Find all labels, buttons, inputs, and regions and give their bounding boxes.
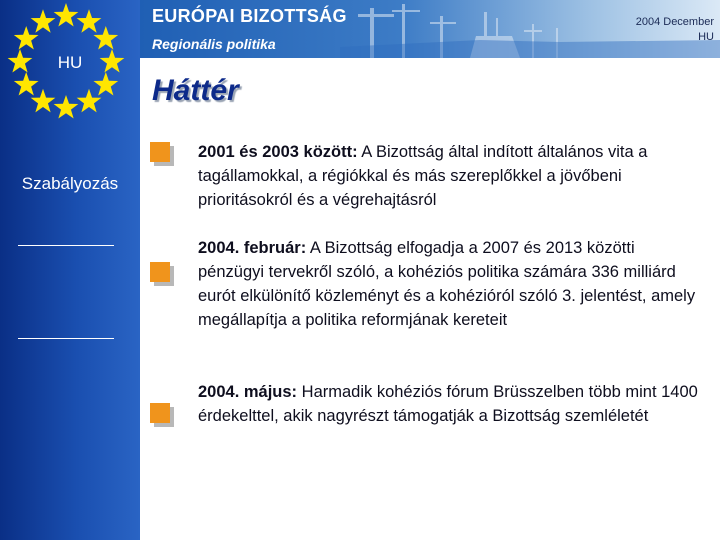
bullet-item [198,380,703,428]
slide-title: Háttér [152,74,239,107]
bullet-lead: 2001 és 2003 között: [198,143,358,161]
header-banner [140,0,720,58]
header-date [636,15,714,45]
country-code: HU [57,53,83,72]
bullet-item [198,140,703,212]
eu-star-icon [14,26,39,50]
header-title: EURÓPAI BIZOTTSÁG [152,6,347,26]
sidebar [0,0,140,540]
bullet-square-icon [150,142,172,164]
date-line: 2004 December [635,16,714,28]
eu-star-icon [77,89,102,113]
eu-star-icon [14,72,39,96]
eu-star-icon [100,49,125,73]
eu-star-icon [54,3,79,27]
eu-star-icon [8,49,33,73]
bullet-lead: 2004. május: [198,383,298,401]
eu-star-icon [93,26,118,50]
eu-star-icon [93,72,118,96]
bullet-lead: 2004. február: [198,239,307,257]
bullet-text: A Bizottság által indított általános vita a tagállamokkal, a régiókkal és más szereplőkkel a jövőbeni prioritásokról és a végrehajtásról [198,143,648,209]
bullet-square-icon [150,403,172,425]
header-subtitle: Regionális politika [152,36,276,52]
eu-star-icon [77,9,102,33]
eu-star-icon [31,89,56,113]
section-label: Szabályozás [21,174,119,193]
divider-line [18,245,114,246]
bullet-text: A Bizottság elfogadja a 2007 és 2013 közötti pénzügyi tervekről szóló, a kohéziós politika számára 336 milliárd eurót elkülönítő közleményt és a kohézióról szóló 3. jelentést, amely megállapítja a politika reformjának kereteit [198,239,696,329]
bullet-square-icon [150,262,172,284]
eu-star-icon [54,95,79,119]
country-line: HU [698,31,714,43]
divider-line [18,338,114,339]
bullet-text: Harmadik kohéziós fórum Brüsszelben több mint 1400 érdekelttel, akik nagyrészt támogatják a Bizottság szemléletét [198,383,698,425]
bullet-item [198,236,703,332]
eu-star-icon [31,9,56,33]
